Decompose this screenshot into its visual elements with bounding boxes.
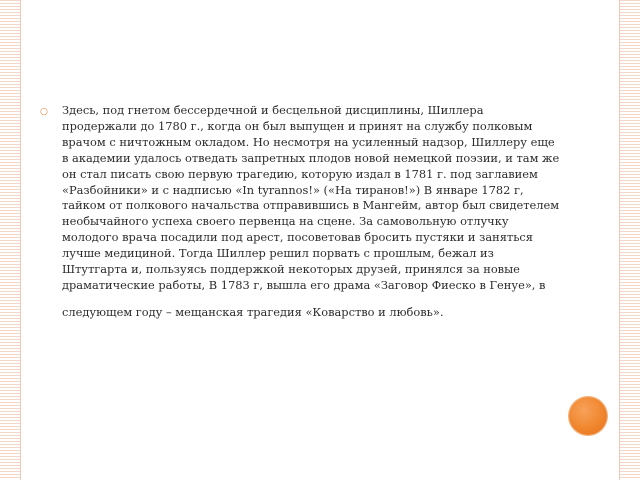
paragraph-text: Здесь, под гнетом бессердечной и бесцельной дисциплины, Шиллера продержали до 1780 г., когда он был выпущен и принят на службу полковым врачом с ничтожным окладом. Но несмотря на усиленный надзор, Шиллеру еще в академии удалось отведать запретных плодов новой немецкой поэзии, и там же он стал писать свою первую трагедию, которую издал в 1781 г. под заглавием «Разбойники» и с надписью «In tyrannos!» («На тиранов!») В январе 1782 г, тайком от полкового начальства отправившись в Мангейм, автор был свидетелем необычайного успеха своего первенца на сцене. За самовольную отлучку молодого врача посадили под арест, посоветовав бросить пустяки и заняться лучше медициной. Тогда Шиллер решил порвать с прошлым, бежал из Штутгарта и, пользуясь поддержкой некоторых друзей, принялся за новые драматические работы, В 1783 г, вышла его драма «Заговор Фиеско в Генуе», в <box>62 103 560 292</box>
bullet-paragraph <box>40 103 560 321</box>
slide-content <box>40 103 560 321</box>
circle-bullet-icon: ○ <box>40 107 48 117</box>
right-border-pattern <box>620 0 640 480</box>
paragraph-last-line: следующем году – мещанская трагедия «Коварство и любовь». <box>62 304 444 319</box>
left-border-line <box>20 0 21 480</box>
left-border-pattern <box>0 0 20 480</box>
orange-circle-decoration <box>569 397 607 435</box>
right-border-line <box>619 0 620 480</box>
